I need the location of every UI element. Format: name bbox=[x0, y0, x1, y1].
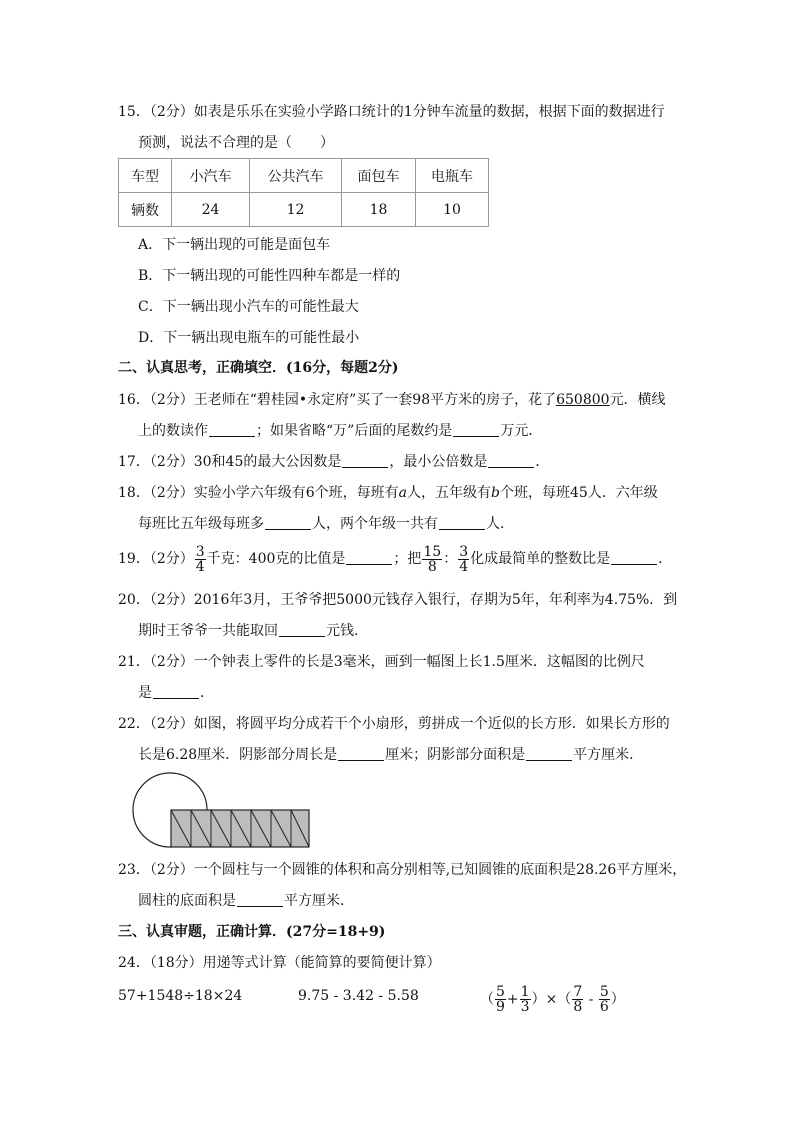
table-row bbox=[119, 193, 489, 227]
fraction bbox=[422, 545, 442, 574]
q19-text: 19．（2分） bbox=[118, 551, 194, 567]
q22-text: 平方厘米． bbox=[573, 747, 644, 763]
answer-blank[interactable] bbox=[488, 453, 534, 468]
q16-text: 上的数读作 bbox=[138, 423, 208, 439]
q22-text: 长是6.28厘米．阴影部分周长是 bbox=[138, 747, 338, 763]
answer-blank[interactable] bbox=[342, 453, 388, 468]
table-cell: 24 bbox=[172, 193, 250, 227]
calc-expression-2: 9.75 - 3.42 - 5.58 bbox=[298, 988, 419, 1004]
paren: （ bbox=[480, 991, 494, 1008]
q16-number: 650800 bbox=[556, 392, 610, 408]
section-3-heading: 三、认真审题，正确计算．(27分=18+9) bbox=[118, 924, 386, 940]
q19-line bbox=[118, 544, 672, 574]
fraction bbox=[195, 545, 206, 574]
numerator: 1 bbox=[520, 984, 530, 1000]
denominator: 4 bbox=[195, 558, 205, 575]
answer-blank[interactable] bbox=[453, 422, 499, 437]
q18-line1 bbox=[118, 483, 658, 503]
table-cell: 辆数 bbox=[119, 193, 172, 227]
q15-option-b: B．下一辆出现的可能性四种车都是一样的 bbox=[138, 268, 401, 284]
denominator: 3 bbox=[520, 999, 530, 1015]
q21-text: 是 bbox=[138, 685, 152, 701]
q21-line2 bbox=[138, 683, 214, 703]
q18-var-b: b bbox=[491, 485, 500, 501]
q20-text: 元钱． bbox=[326, 623, 368, 639]
q16-line2 bbox=[138, 421, 542, 441]
fraction bbox=[520, 985, 531, 1014]
answer-blank[interactable] bbox=[237, 892, 283, 907]
answer-blank[interactable] bbox=[439, 515, 485, 530]
denominator: 6 bbox=[599, 999, 609, 1015]
numerator: 3 bbox=[195, 543, 205, 560]
q22-line1: 22．（2分）如图，将圆平均分成若干个小扇形，剪拼成一个近似的长方形．如果长方形的 bbox=[118, 716, 670, 732]
q16-text: 元．横线 bbox=[609, 392, 666, 408]
answer-blank[interactable] bbox=[338, 746, 384, 761]
q18-text: 人，两个年级一共有 bbox=[312, 516, 438, 532]
numerator: 3 bbox=[459, 543, 469, 560]
q23-text: 平方厘米． bbox=[284, 893, 354, 909]
q16-line1 bbox=[118, 390, 666, 410]
q23-text: 圆柱的底面积是 bbox=[138, 893, 236, 909]
q17-line bbox=[118, 452, 549, 472]
table-header-cell: 车型 bbox=[119, 159, 172, 193]
table-header-row bbox=[119, 159, 489, 193]
q19-text: 千克：400克的比值是 bbox=[206, 551, 346, 567]
answer-blank[interactable] bbox=[209, 422, 255, 437]
numerator: 5 bbox=[599, 984, 609, 1000]
q18-text: 人，五年级有 bbox=[407, 485, 491, 501]
denominator: 8 bbox=[427, 558, 437, 575]
q15-option-c: C．下一辆出现小汽车的可能性最大 bbox=[138, 299, 359, 315]
q18-text: 人． bbox=[486, 516, 514, 532]
numerator: 5 bbox=[496, 984, 505, 1000]
q22-line2 bbox=[138, 745, 643, 765]
denominator: 9 bbox=[496, 999, 505, 1015]
fraction bbox=[572, 985, 583, 1014]
paren: ） bbox=[610, 991, 625, 1008]
table-header-cell: 小汽车 bbox=[172, 159, 250, 193]
traffic-table bbox=[118, 158, 489, 227]
q15-option-d: D．下一辆出现电瓶车的可能性最小 bbox=[138, 330, 360, 346]
table-cell: 18 bbox=[342, 193, 416, 227]
answer-blank[interactable] bbox=[265, 515, 311, 530]
q20-line2 bbox=[138, 621, 368, 641]
answer-blank[interactable] bbox=[611, 550, 657, 565]
answer-blank[interactable] bbox=[346, 550, 392, 565]
table-header-cell: 面包车 bbox=[342, 159, 416, 193]
denominator: 4 bbox=[459, 558, 469, 575]
q15-option-a: A．下一辆出现的可能是面包车 bbox=[138, 237, 331, 253]
q17-text: 17．（2分）30和45的最大公因数是 bbox=[118, 454, 342, 470]
q19-text: 化成最简单的整数比是 bbox=[470, 551, 611, 567]
answer-blank[interactable] bbox=[279, 622, 325, 637]
q18-text: 个班，每班45人．六年级 bbox=[499, 485, 658, 501]
section-2-heading: 二、认真思考，正确填空．(16分，每题2分) bbox=[118, 360, 399, 376]
q21-text: ． bbox=[200, 685, 214, 701]
fraction bbox=[599, 985, 610, 1014]
numerator: 15 bbox=[423, 543, 442, 560]
q18-var-a: a bbox=[398, 485, 407, 501]
q16-text: 万元． bbox=[500, 423, 543, 439]
q18-line2 bbox=[138, 514, 514, 534]
numerator: 7 bbox=[573, 984, 583, 1000]
q22-text: 厘米；阴影部分面积是 bbox=[385, 747, 526, 763]
operator: + bbox=[506, 991, 519, 1008]
q18-text: 18．（2分）实验小学六年级有6个班，每班有 bbox=[118, 485, 399, 501]
q24-title: 24．（18分）用递等式计算（能简算的要简便计算） bbox=[118, 955, 441, 971]
fraction bbox=[458, 545, 469, 574]
q15-line1: 15．（2分）如表是乐乐在实验小学路口统计的1分钟车流量的数据，根据下面的数据进行 bbox=[118, 104, 665, 120]
operator: - bbox=[584, 991, 598, 1008]
table-cell: 10 bbox=[416, 193, 489, 227]
operator: ）×（ bbox=[531, 991, 572, 1008]
table-header-cell: 公共汽车 bbox=[250, 159, 342, 193]
q19-text: ；把 bbox=[393, 551, 422, 567]
calc-expression-3 bbox=[480, 985, 625, 1014]
q19-text: ： bbox=[443, 551, 458, 567]
q15-line2: 预测，说法不合理的是（ ） bbox=[138, 135, 334, 151]
answer-blank[interactable] bbox=[153, 684, 199, 699]
q20-text: 期时王爷爷一共能取回 bbox=[138, 623, 278, 639]
calc-expression-1: 57+1548÷18×24 bbox=[118, 988, 243, 1004]
fraction bbox=[495, 985, 506, 1014]
circle-rectangle-figure bbox=[132, 772, 314, 850]
q23-line1: 23．（2分）一个圆柱与一个圆锥的体积和高分别相等,已知圆锥的底面积是28.26平方厘米， bbox=[118, 862, 687, 878]
q16-text: ；如果省略“万”后面的尾数约是 bbox=[256, 423, 453, 439]
answer-blank[interactable] bbox=[526, 746, 572, 761]
q23-line2 bbox=[138, 891, 354, 911]
table-cell: 12 bbox=[250, 193, 342, 227]
q20-line1: 20．（2分）2016年3月，王爷爷把5000元钱存入银行，存期为5年，年利率为4.75%．到 bbox=[118, 592, 678, 608]
q19-text: ． bbox=[658, 551, 673, 567]
table-header-cell: 电瓶车 bbox=[416, 159, 489, 193]
denominator: 8 bbox=[573, 999, 583, 1015]
q21-line1: 21．（2分）一个钟表上零件的长是3毫米，画到一幅图上长1.5厘米．这幅图的比例尺 bbox=[118, 654, 645, 670]
q17-text: ． bbox=[535, 454, 550, 470]
q17-text: ，最小公倍数是 bbox=[389, 454, 488, 470]
q18-text: 每班比五年级每班多 bbox=[138, 516, 264, 532]
q16-text: 16．（2分）王老师在“碧桂园•永定府”买了一套98平方米的房子，花了 bbox=[118, 392, 557, 408]
